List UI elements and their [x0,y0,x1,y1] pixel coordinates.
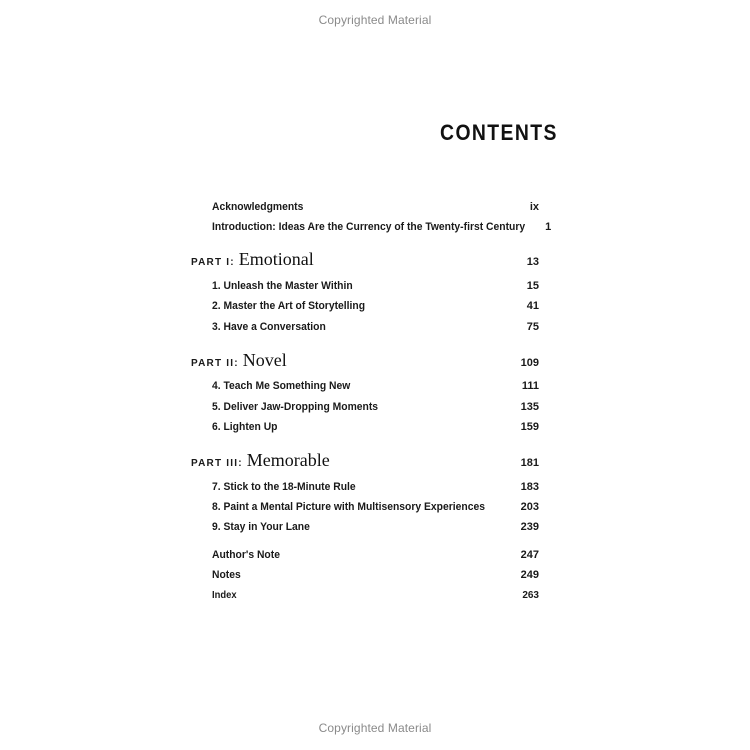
toc-entry-label: Introduction: Ideas Are the Currency of the Twenty-first Century [212,221,526,233]
toc-entry-page: 247 [520,549,539,561]
toc-entry-chapter-5[interactable] [212,401,539,417]
part-name: Emotional [238,249,314,269]
toc-entry-page: 1 [545,221,552,233]
copyright-watermark-top: Copyrighted Material [318,13,432,27]
toc-entry-page: 111 [521,380,539,392]
contents-title: CONTENTS [440,120,558,145]
toc-entry-page: 109 [520,357,539,369]
toc-entry-page: 159 [520,421,539,433]
toc-entry-chapter-2[interactable] [212,300,539,316]
toc-entry-page: 183 [520,481,539,493]
toc-entry-introduction[interactable] [212,221,552,237]
toc-entry-page: 263 [522,590,539,601]
toc-entry-page: 75 [526,321,539,333]
toc-entry-label: 6. Lighten Up [212,421,278,433]
toc-entry-label: 4. Teach Me Something New [212,380,351,392]
toc-entry-label: Index [212,590,237,601]
toc-entry-label: 3. Have a Conversation [212,321,326,333]
toc-part-2-heading[interactable] [191,350,539,374]
toc-entry-authors-note[interactable] [212,549,539,565]
toc-entry-label: 7. Stick to the 18-Minute Rule [212,481,356,493]
toc-entry-chapter-1[interactable] [212,280,539,296]
toc-entry-chapter-3[interactable] [212,321,539,337]
toc-entry-page: 239 [520,521,539,533]
toc-entry-page: 249 [520,569,539,581]
toc-entry-page: 203 [520,501,539,513]
toc-entry-page: 41 [526,300,539,312]
toc-entry-page: 135 [520,401,539,413]
toc-entry-notes[interactable] [212,569,539,585]
toc-entry-page: 15 [526,280,539,292]
toc-entry-label: Notes [212,569,241,581]
toc-entry-label: 2. Master the Art of Storytelling [212,300,366,312]
toc-entry-chapter-8[interactable] [212,501,539,517]
copyright-watermark-bottom: Copyrighted Material [318,721,432,735]
toc-entry-page: ix [529,201,539,213]
toc-entry-chapter-4[interactable] [212,380,539,396]
toc-entry-label: Acknowledgments [212,201,304,213]
toc-entry-page: 181 [520,457,539,469]
part-prefix: PART I: [191,257,235,268]
toc-part-1-heading[interactable] [191,249,539,273]
toc-entry-page: 13 [526,256,539,268]
toc-entry-label: Author's Note [212,549,280,561]
part-prefix: PART II: [191,358,239,369]
part-name: Memorable [246,450,330,470]
toc-entry-label: 1. Unleash the Master Within [212,280,353,292]
toc-entry-label: 9. Stay in Your Lane [212,521,310,533]
toc-entry-chapter-7[interactable] [212,481,539,497]
toc-entry-label: 8. Paint a Mental Picture with Multisensory Experiences [212,501,485,513]
toc-entry-chapter-9[interactable] [212,521,539,537]
toc-entry-acknowledgments[interactable] [212,201,539,217]
toc-entry-chapter-6[interactable] [212,421,539,437]
toc-part-3-heading[interactable] [191,450,539,474]
toc-entry-index[interactable] [212,590,539,606]
part-prefix: PART III: [191,458,243,469]
toc-entry-label: 5. Deliver Jaw-Dropping Moments [212,401,379,413]
part-name: Novel [242,350,287,370]
